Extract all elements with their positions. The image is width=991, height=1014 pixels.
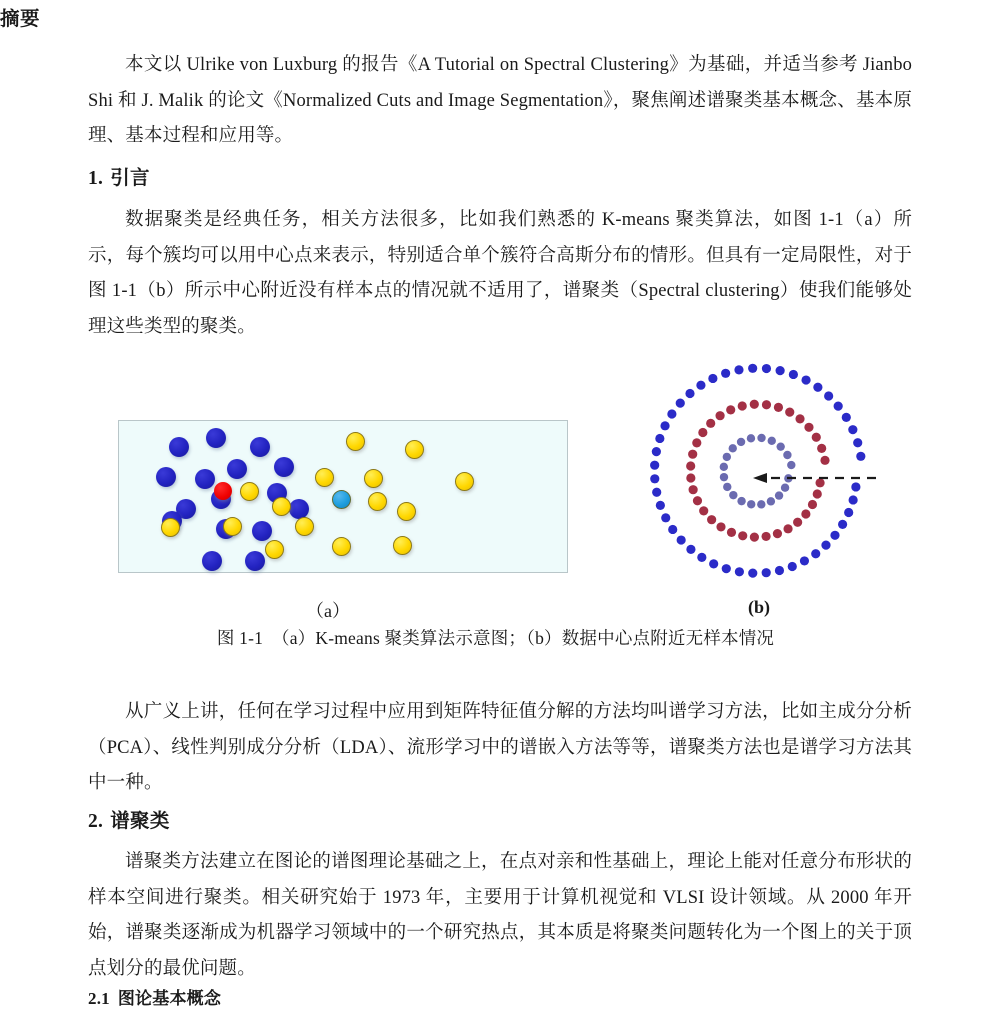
cluster-point-yellow: [397, 502, 416, 521]
ring-dot-outer: [655, 434, 664, 443]
ring-dot-middle: [686, 461, 695, 470]
ring-dot-middle: [698, 428, 707, 437]
figure-sublabel-b: (b): [748, 597, 770, 617]
ring-dot-outer: [734, 365, 743, 374]
ring-dot-inner: [729, 491, 737, 499]
ring-dot-outer: [762, 568, 771, 577]
ring-dot-outer: [748, 364, 757, 373]
ring-dot-middle: [750, 400, 759, 409]
subsection-2-1-heading: [88, 990, 221, 1007]
ring-dot-outer: [842, 413, 851, 422]
ring-dot-outer: [650, 461, 659, 470]
ring-dot-outer: [838, 520, 847, 529]
ring-dot-inner: [747, 500, 755, 508]
section-2-paragraph: 谱聚类方法建立在图论的谱图理论基础之上，在点对亲和性基础上，理论上能对任意分布形状的样本空间进行聚类。相关研究始于 1973 年，主要用于计算机视觉和 VLSI 设计领域。从 2000 年开始，谱聚类逐渐成为机器学习领域中的一个研究热点，其本质是将聚类问题转化为一个图上的关于顶点划分的最优问题。: [88, 852, 912, 979]
ring-dot-inner: [757, 500, 765, 508]
ring-dot-middle: [812, 433, 821, 442]
cluster-point-yellow: [265, 540, 284, 559]
ring-dot-inner: [787, 461, 795, 469]
cluster-point-yellow: [315, 468, 334, 487]
ring-dots-group: [650, 364, 865, 578]
ring-dot-outer: [844, 508, 853, 517]
section-1-body-block: [88, 203, 912, 345]
subsection-2-1-number: 2.1: [88, 989, 110, 1008]
ring-dot-middle: [773, 529, 782, 538]
ring-dot-outer: [677, 535, 686, 544]
ring-dot-inner: [757, 434, 765, 442]
cluster-point-yellow: [332, 537, 351, 556]
ring-dot-outer: [661, 513, 670, 522]
cluster-point-yellow: [223, 517, 242, 536]
ring-dot-middle: [692, 438, 701, 447]
ring-dot-inner: [767, 497, 775, 505]
ring-dot-outer: [685, 389, 694, 398]
cluster-point-blue: [169, 437, 189, 457]
ring-dot-middle: [813, 489, 822, 498]
ring-dot-inner: [783, 451, 791, 459]
section-1-number: 1.: [88, 168, 104, 189]
abstract-body-block: [88, 48, 912, 155]
ring-dot-inner: [737, 438, 745, 446]
cluster-point-blue: [195, 469, 215, 489]
ring-dot-middle: [699, 506, 708, 515]
ring-dot-outer: [748, 569, 757, 578]
cluster-point-yellow: [455, 472, 474, 491]
cluster-point-yellow: [364, 469, 383, 488]
centroid-point-red: [214, 482, 232, 500]
abstract-paragraph: 本文以 Ulrike von Luxburg 的报告《A Tutorial on Spectral Clustering》为基础，并适当参考 Jianbo Shi 和 J. Malik 的论文《Normalized Cuts and Image Segmentation》，聚焦阐述谱聚类基本概念、基本原理、基本过程和应用等。: [88, 55, 912, 146]
cluster-point-blue: [206, 428, 226, 448]
ring-dot-inner: [775, 491, 783, 499]
ring-dot-middle: [706, 419, 715, 428]
ring-dot-middle: [738, 531, 747, 540]
ring-dot-middle: [795, 414, 804, 423]
cluster-point-blue: [202, 551, 222, 571]
ring-dot-middle: [738, 401, 747, 410]
ring-dot-outer: [696, 381, 705, 390]
ring-dot-middle: [808, 500, 817, 509]
ring-dot-middle: [785, 408, 794, 417]
ring-dot-outer: [811, 549, 820, 558]
figure-panel-a: [118, 420, 568, 573]
cluster-point-blue: [245, 551, 265, 571]
section-1-title: 引言: [110, 168, 150, 189]
ring-dot-inner: [720, 463, 728, 471]
ring-dot-outer: [721, 369, 730, 378]
ring-dot-outer: [656, 501, 665, 510]
cluster-point-blue: [252, 521, 272, 541]
ring-dot-outer: [652, 488, 661, 497]
cluster-point-yellow: [272, 497, 291, 516]
ring-dot-outer: [830, 531, 839, 540]
ring-dot-middle: [716, 522, 725, 531]
ring-dot-outer: [813, 383, 822, 392]
ring-dot-middle: [693, 496, 702, 505]
ring-dot-inner: [768, 437, 776, 445]
ring-dot-middle: [820, 456, 829, 465]
ring-dot-outer: [762, 364, 771, 373]
subsection-2-1-title: 图论基本概念: [117, 989, 222, 1008]
ring-dot-inner: [723, 453, 731, 461]
ring-dot-middle: [707, 515, 716, 524]
ring-dot-middle: [761, 532, 770, 541]
ring-dot-inner: [737, 497, 745, 505]
ring-dot-outer: [775, 566, 784, 575]
ring-dot-middle: [762, 400, 771, 409]
cluster-point-yellow: [368, 492, 387, 511]
ring-dot-outer: [801, 375, 810, 384]
ring-dot-inner: [723, 483, 731, 491]
cluster-point-blue: [227, 459, 247, 479]
ring-dot-middle: [715, 411, 724, 420]
ring-dot-outer: [776, 366, 785, 375]
centroid-point-cyan: [332, 490, 351, 509]
ring-dot-inner: [720, 473, 728, 481]
ring-dot-middle: [686, 473, 695, 482]
ring-dot-middle: [801, 509, 810, 518]
ring-dot-outer: [834, 402, 843, 411]
ring-dot-inner: [781, 483, 789, 491]
ring-dot-outer: [853, 438, 862, 447]
figure-panel-b: [630, 350, 900, 600]
ring-dot-outer: [824, 391, 833, 400]
ring-dot-outer: [849, 495, 858, 504]
ring-dot-outer: [800, 556, 809, 565]
section-1-body-block-2: [88, 695, 912, 802]
ring-dot-middle: [804, 423, 813, 432]
section-1-heading: [88, 169, 150, 189]
ring-dot-inner: [729, 444, 737, 452]
center-arrow: [753, 473, 876, 483]
ring-dot-outer: [708, 374, 717, 383]
ring-dot-outer: [735, 567, 744, 576]
cluster-point-yellow: [161, 518, 180, 537]
cluster-point-blue: [274, 457, 294, 477]
ring-dot-inner: [776, 442, 784, 450]
ring-dot-middle: [783, 524, 792, 533]
section-2-body-block: [88, 845, 912, 987]
ring-dot-outer: [821, 541, 830, 550]
cluster-point-yellow: [240, 482, 259, 501]
ring-dot-middle: [726, 405, 735, 414]
ring-dot-outer: [848, 425, 857, 434]
cluster-point-yellow: [405, 440, 424, 459]
section-2-heading: [88, 812, 170, 832]
section-2-title: 谱聚类: [110, 811, 170, 832]
cluster-point-yellow: [393, 536, 412, 555]
cluster-point-blue: [156, 467, 176, 487]
cluster-point-yellow: [346, 432, 365, 451]
ring-dot-outer: [668, 525, 677, 534]
ring-dot-outer: [676, 399, 685, 408]
ring-dot-inner: [747, 434, 755, 442]
ring-dot-middle: [793, 518, 802, 527]
ring-dot-middle: [817, 444, 826, 453]
ring-dot-middle: [689, 485, 698, 494]
section-1-paragraph-2: 从广义上讲，任何在学习过程中应用到矩阵特征值分解的方法均叫谱学习方法，比如主成分分析（PCA）、线性判别成分分析（LDA）、流形学习中的谱嵌入方法等等，谱聚类方法也是谱学习方法其中一种。: [88, 702, 912, 793]
ring-dot-middle: [815, 478, 824, 487]
ring-dot-outer: [851, 482, 860, 491]
figure-caption: 图 1-1 （a）K-means 聚类算法示意图；（b）数据中心点附近无样本情况: [216, 628, 775, 648]
ring-dot-outer: [789, 370, 798, 379]
ring-dot-outer: [697, 553, 706, 562]
ring-dot-outer: [856, 452, 865, 461]
ring-dot-outer: [686, 545, 695, 554]
ring-dot-middle: [688, 450, 697, 459]
ring-dot-middle: [727, 528, 736, 537]
cluster-point-blue: [250, 437, 270, 457]
arrow-head: [753, 473, 767, 483]
section-1-paragraph: 数据聚类是经典任务，相关方法很多，比如我们熟悉的 K-means 聚类算法，如图 1-1（a）所示，每个簇均可以用中心点来表示，特别适合单个簇符合高斯分布的情形。但具有一定局限性，对于图 1-1（b）所示中心附近没有样本点的情况就不适用了，谱聚类（Spectral clustering）使我们能够处理这些类型的聚类。: [88, 210, 912, 337]
cluster-point-blue: [289, 499, 309, 519]
ring-dot-outer: [652, 447, 661, 456]
ring-dot-outer: [660, 421, 669, 430]
ring-dot-outer: [722, 564, 731, 573]
ring-dot-outer: [667, 409, 676, 418]
cluster-point-yellow: [295, 517, 314, 536]
figure-sublabel-a: （a）: [306, 601, 350, 621]
ring-dot-outer: [650, 474, 659, 483]
abstract-heading: 摘要: [0, 9, 41, 30]
ring-dot-outer: [788, 562, 797, 571]
ring-dot-middle: [750, 533, 759, 542]
section-2-number: 2.: [88, 811, 104, 832]
ring-dot-outer: [709, 559, 718, 568]
ring-dot-middle: [774, 403, 783, 412]
